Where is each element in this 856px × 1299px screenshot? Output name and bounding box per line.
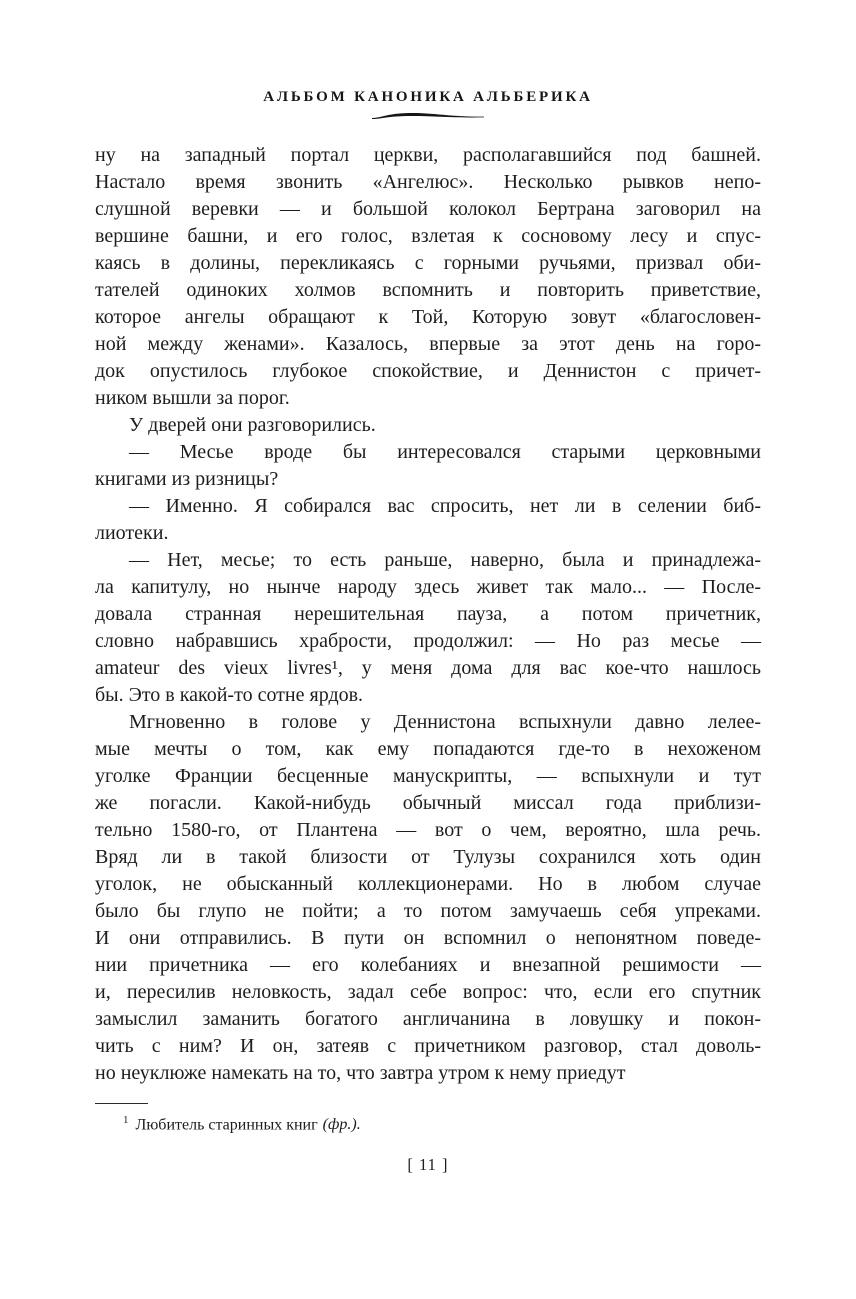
text-line: мые мечты о том, как ему попадаются где-то в нехоженом [95,738,761,760]
text-line: лиотеки. [95,522,169,544]
footnote [123,1110,761,1135]
text-line: Настало время звонить «Ангелюс». Несколько рывков непо- [95,171,761,193]
text-line: — Именно. Я собирался вас спросить, нет ли в селении биб- [129,495,761,517]
text-line: тельно 1580-го, от Плантена — вот о чем, вероятно, шла речь. [95,819,761,841]
paragraph [95,493,761,547]
text-line: бы. Это в какой-то сотне ярдов. [95,684,364,706]
body-text [95,142,761,1087]
text-line: каясь в долины, перекликаясь с горными ручьями, призвал оби- [95,252,761,274]
footnote-language-note: (фр.). [322,1116,361,1134]
text-line: же погасли. Какой-нибудь обычный миссал года приблизи- [95,792,761,814]
text-line: ником вышли за порог. [95,387,290,409]
swash-divider-icon [372,111,484,120]
text-line: нии причетника — его колебаниях и внезапной решимости — [95,954,761,976]
footnote-separator [95,1103,148,1104]
footnote-marker: 1 [123,1114,129,1126]
text-line: док опустилось глубокое спокойствие, и Деннистон с причет- [95,360,761,382]
text-line: — Месье вроде бы интересовался старыми церковными [129,441,761,463]
text-line: — Нет, месье; то есть раньше, наверно, была и принадлежа- [129,549,761,571]
paragraph [95,412,761,439]
chapter-title: АЛЬБОМ КАНОНИКА АЛЬБЕРИКА [263,89,593,105]
text-line: замыслил заманить богатого англичанина в ловушку и покон- [95,1008,761,1030]
text-line: У дверей они разговорились. [129,414,376,436]
text-line: было бы глупо не пойти; а то потом замучаешь себя упреками. [95,900,761,922]
text-line: уголке Франции бесценные манускрипты, — вспыхнули и тут [95,765,761,787]
text-line: amateur des vieux livres¹, у меня дома для вас кое-что нашлось [95,657,761,679]
paragraph [95,142,761,412]
text-line: слушной веревки — и большой колокол Бертрана заговорил на [95,198,761,220]
text-line: уголок, не обысканный коллекционерами. Но в любом случае [95,873,761,895]
text-line: тателей одиноких холмов вспомнить и повторить приветствие, [95,279,761,301]
text-line: книгами из ризницы? [95,468,279,490]
running-head [95,88,761,120]
footnote-text: Любитель старинных книг [135,1116,318,1134]
text-line: чить с ним? И он, затеяв с причетником разговор, стал доволь- [95,1035,761,1057]
text-line: но неуклюже намекать на то, что завтра утром к нему приедут [95,1062,626,1084]
text-line: И они отправились. В пути он вспомнил о непонятном поведе- [95,927,761,949]
paragraph [95,439,761,493]
text-line: ла капитулу, но нынче народу здесь живет так мало... — После- [95,576,761,598]
text-line: Вряд ли в такой близости от Тулузы сохранился хоть один [95,846,761,868]
text-line: ной между женами». Казалось, впервые за этот день на горо- [95,333,761,355]
text-line: довала странная нерешительная пауза, а потом причетник, [95,603,761,625]
text-line: ну на западный портал церкви, располагавшийся под башней. [95,144,761,166]
text-line: которое ангелы обращают к Той, Которую зовут «благословен- [95,306,761,328]
text-line: Мгновенно в голове у Деннистона вспыхнули давно лелее- [129,711,761,733]
paragraph [95,709,761,1087]
paragraph [95,547,761,709]
text-line: словно набравшись храбрости, продолжил: — Но раз месье — [95,630,761,652]
text-line: вершине башни, и его голос, взлетая к сосновому лесу и спус- [95,225,761,247]
title-ornament [95,111,761,120]
text-line: и, пересилив неловкость, задал себе вопрос: что, если его спутник [95,981,761,1003]
page-number: [ 11 ] [407,1155,449,1175]
